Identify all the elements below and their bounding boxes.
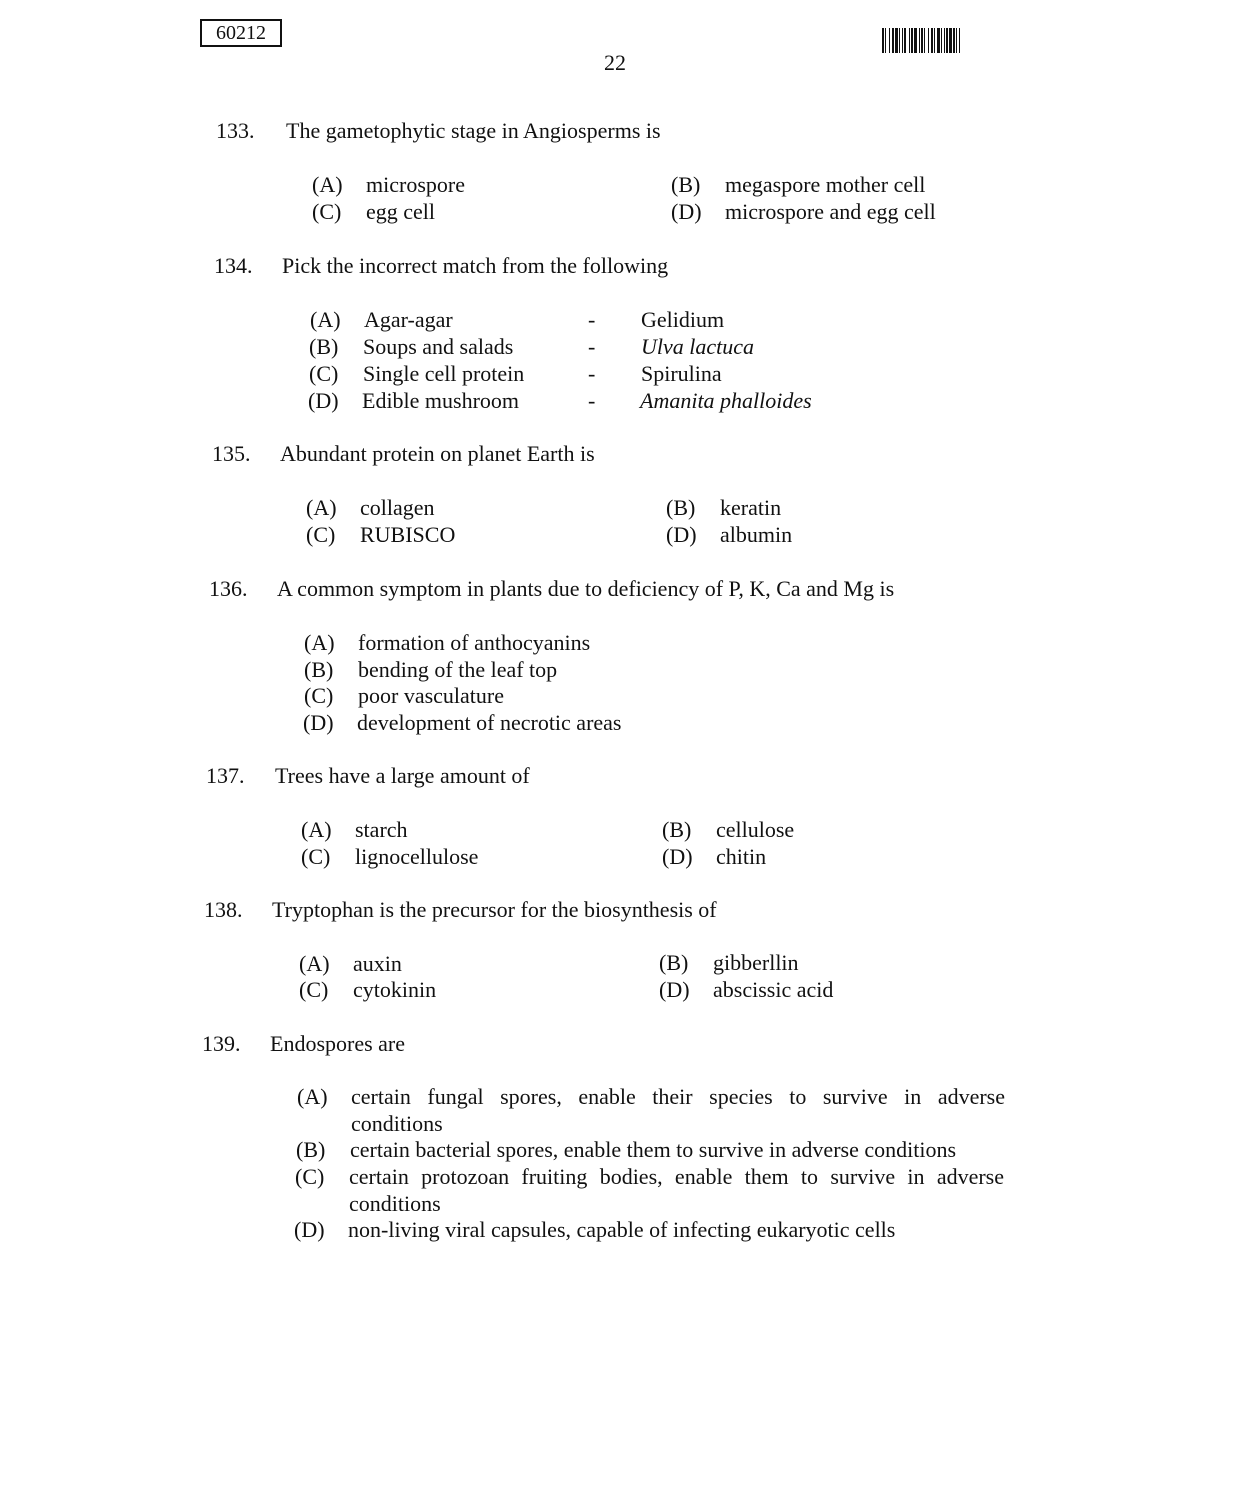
option-139-a xyxy=(297,1083,1005,1137)
option-text: certain protozoan fruiting bodies, enable them to survive in adverse xyxy=(349,1164,1004,1189)
option-text: chitin xyxy=(716,844,767,869)
option-label: (D) xyxy=(659,977,690,1002)
question-text: A common symptom in plants due to deficiency of P, K, Ca and Mg is xyxy=(277,576,895,601)
barcode-icon xyxy=(882,28,1038,53)
option-text: Soups and salads xyxy=(363,334,514,359)
question-text: Trees have a large amount of xyxy=(275,763,530,788)
match-item: Ulva lactuca xyxy=(641,334,755,359)
option-text: bending of the leaf top xyxy=(358,657,558,682)
question-number: 134. xyxy=(214,253,253,278)
option-text: formation of anthocyanins xyxy=(358,630,591,655)
option-text: microspore and egg cell xyxy=(725,199,936,224)
option-text: auxin xyxy=(353,951,402,976)
option-label: (C) xyxy=(312,199,342,224)
option-label: (A) xyxy=(312,172,343,197)
question-number: 135. xyxy=(212,441,251,466)
option-text: poor vasculature xyxy=(358,683,504,708)
question-text: The gametophytic stage in Angiosperms is xyxy=(286,118,661,143)
match-item: Amanita phalloides xyxy=(640,388,812,413)
option-text: albumin xyxy=(720,522,793,547)
option-text: keratin xyxy=(720,495,782,520)
option-label: (C) xyxy=(295,1164,325,1189)
option-label: (A) xyxy=(306,495,337,520)
option-text: Single cell protein xyxy=(363,361,525,386)
question-text: Pick the incorrect match from the following xyxy=(282,253,669,278)
option-text: certain fungal spores, enable their species to survive in adverse xyxy=(351,1084,1005,1109)
option-text: RUBISCO xyxy=(360,522,456,547)
option-label: (D) xyxy=(666,522,697,547)
question-number: 133. xyxy=(216,118,255,143)
option-text: cellulose xyxy=(716,817,795,842)
option-label: (D) xyxy=(294,1217,325,1242)
option-label: (D) xyxy=(671,199,702,224)
option-text: collagen xyxy=(360,495,435,520)
question-text: Endospores are xyxy=(270,1031,406,1056)
match-separator: - xyxy=(588,388,596,413)
option-label: (D) xyxy=(303,710,334,735)
option-label: (A) xyxy=(310,307,341,332)
option-label: (B) xyxy=(309,334,339,359)
match-item: Gelidium xyxy=(641,307,725,332)
option-label: (A) xyxy=(304,630,335,655)
option-text: microspore xyxy=(366,172,465,197)
paper-code-box: 60212 xyxy=(200,19,282,47)
option-text: lignocellulose xyxy=(355,844,479,869)
question-number: 136. xyxy=(209,576,248,601)
option-label: (C) xyxy=(306,522,336,547)
match-separator: - xyxy=(588,361,596,386)
option-label: (B) xyxy=(296,1137,326,1162)
option-text: development of necrotic areas xyxy=(357,710,622,735)
option-139-c xyxy=(295,1163,1004,1217)
option-text-continued: conditions xyxy=(351,1111,443,1136)
option-text: certain bacterial spores, enable them to survive in adverse conditions xyxy=(350,1137,957,1162)
question-number: 137. xyxy=(206,763,245,788)
match-item: Spirulina xyxy=(641,361,722,386)
question-text: Abundant protein on planet Earth is xyxy=(280,441,595,466)
option-text: starch xyxy=(355,817,408,842)
page-number: 22 xyxy=(604,50,626,75)
option-text: gibberllin xyxy=(713,950,799,975)
option-text: cytokinin xyxy=(353,977,437,1002)
option-text: megaspore mother cell xyxy=(725,172,926,197)
option-text: Agar-agar xyxy=(364,307,453,332)
option-label: (B) xyxy=(666,495,696,520)
option-label: (C) xyxy=(299,977,329,1002)
option-label: (C) xyxy=(301,844,331,869)
option-label: (D) xyxy=(308,388,339,413)
option-text: Edible mushroom xyxy=(362,388,520,413)
match-separator: - xyxy=(588,334,596,359)
option-label: (A) xyxy=(301,817,332,842)
option-text: non-living viral capsules, capable of infecting eukaryotic cells xyxy=(348,1217,896,1242)
option-label: (A) xyxy=(299,951,330,976)
question-number: 139. xyxy=(202,1031,241,1056)
option-label: (C) xyxy=(309,361,339,386)
option-text: abscissic acid xyxy=(713,977,834,1002)
option-label: (B) xyxy=(304,657,334,682)
match-separator: - xyxy=(588,307,596,332)
option-label: (D) xyxy=(662,844,693,869)
option-text-continued: conditions xyxy=(349,1191,441,1216)
question-text: Tryptophan is the precursor for the biosynthesis of xyxy=(272,897,717,922)
option-label: (B) xyxy=(671,172,701,197)
option-label: (B) xyxy=(659,950,689,975)
option-label: (C) xyxy=(304,683,334,708)
option-label: (A) xyxy=(297,1084,328,1109)
question-number: 138. xyxy=(204,897,243,922)
option-text: egg cell xyxy=(366,199,436,224)
option-label: (B) xyxy=(662,817,692,842)
